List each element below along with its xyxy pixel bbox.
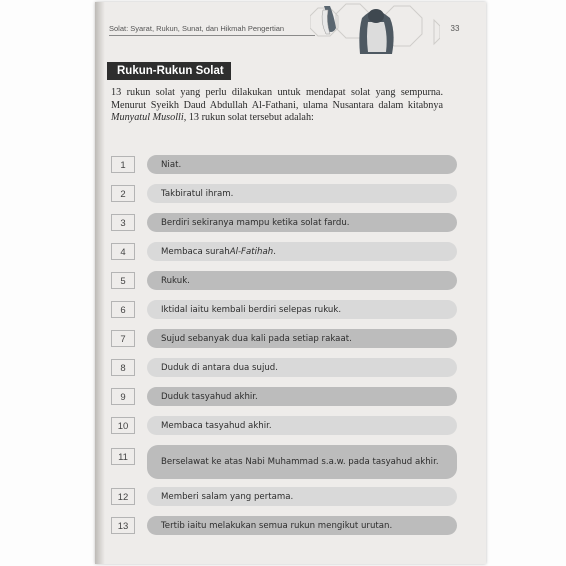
rukun-text: Duduk di antara dua sujud.: [147, 358, 457, 377]
rukun-text: Niat.: [147, 155, 457, 174]
rukun-item: [111, 271, 457, 290]
rukun-number: 8: [111, 359, 135, 376]
rukun-text: Membaca tasyahud akhir.: [147, 416, 457, 435]
running-title: Solat: Syarat, Rukun, Sunat, dan Hikmah Pengertian: [109, 24, 285, 33]
intro-text-part2: , 13 rukun solat tersebut adalah:: [183, 112, 314, 123]
rukun-item: [111, 387, 457, 406]
rukun-text: Rukuk.: [147, 271, 457, 290]
rukun-item: [111, 184, 457, 203]
intro-text-part1: 13 rukun solat yang perlu dilakukan untuk mendapat solat yang sempurna. Menurut Syeikh Daud Abdullah Al-Fathani, ulama Nusantara dalam kitabnya: [111, 87, 443, 111]
rukun-text: Takbiratul ihram.: [147, 184, 457, 203]
rukun-number: 11: [111, 448, 135, 465]
rukun-text: [147, 242, 457, 261]
page-number: 33: [450, 24, 460, 33]
rukun-item: [111, 329, 457, 348]
rukun-number: 7: [111, 330, 135, 347]
rukun-text-after: .: [273, 246, 276, 257]
book-gutter-shadow: [95, 2, 105, 564]
rukun-item: [111, 213, 457, 232]
header-rule: [109, 35, 315, 36]
rukun-number: 9: [111, 388, 135, 405]
rukun-text-before: Membaca surah: [161, 246, 230, 257]
rukun-number: 12: [111, 488, 135, 505]
rukun-item: [111, 416, 457, 435]
rukun-text: Tertib iaitu melakukan semua rukun mengikut urutan.: [147, 516, 457, 535]
book-page: [95, 2, 486, 564]
section-title: Rukun-Rukun Solat: [107, 62, 231, 80]
rukun-item: [111, 445, 457, 479]
rukun-item: [111, 516, 457, 535]
rukun-number: 3: [111, 214, 135, 231]
header-ornament-illustration: [310, 2, 440, 58]
rukun-number: 10: [111, 417, 135, 434]
rukun-number: 5: [111, 272, 135, 289]
rukun-number: 2: [111, 185, 135, 202]
rukun-item: [111, 155, 457, 174]
rukun-number: 4: [111, 243, 135, 260]
rukun-text: Sujud sebanyak dua kali pada setiap rakaat.: [147, 329, 457, 348]
rukun-item: [111, 242, 457, 261]
rukun-number: 1: [111, 156, 135, 173]
rukun-text: Memberi salam yang pertama.: [147, 487, 457, 506]
rukun-text: Berdiri sekiranya mampu ketika solat fardu.: [147, 213, 457, 232]
rukun-text: Iktidal iaitu kembali berdiri selepas rukuk.: [147, 300, 457, 319]
rukun-item: [111, 358, 457, 377]
rukun-item: [111, 487, 457, 506]
rukun-item: [111, 300, 457, 319]
intro-paragraph: [111, 87, 443, 125]
rukun-text-italic: Al-Fatihah: [229, 246, 274, 257]
rukun-text: Duduk tasyahud akhir.: [147, 387, 457, 406]
rukun-text: Berselawat ke atas Nabi Muhammad s.a.w. pada tasyahud akhir.: [147, 445, 457, 479]
intro-book-title: Munyatul Musolli: [111, 112, 184, 123]
rukun-number: 13: [111, 517, 135, 534]
rukun-number: 6: [111, 301, 135, 318]
